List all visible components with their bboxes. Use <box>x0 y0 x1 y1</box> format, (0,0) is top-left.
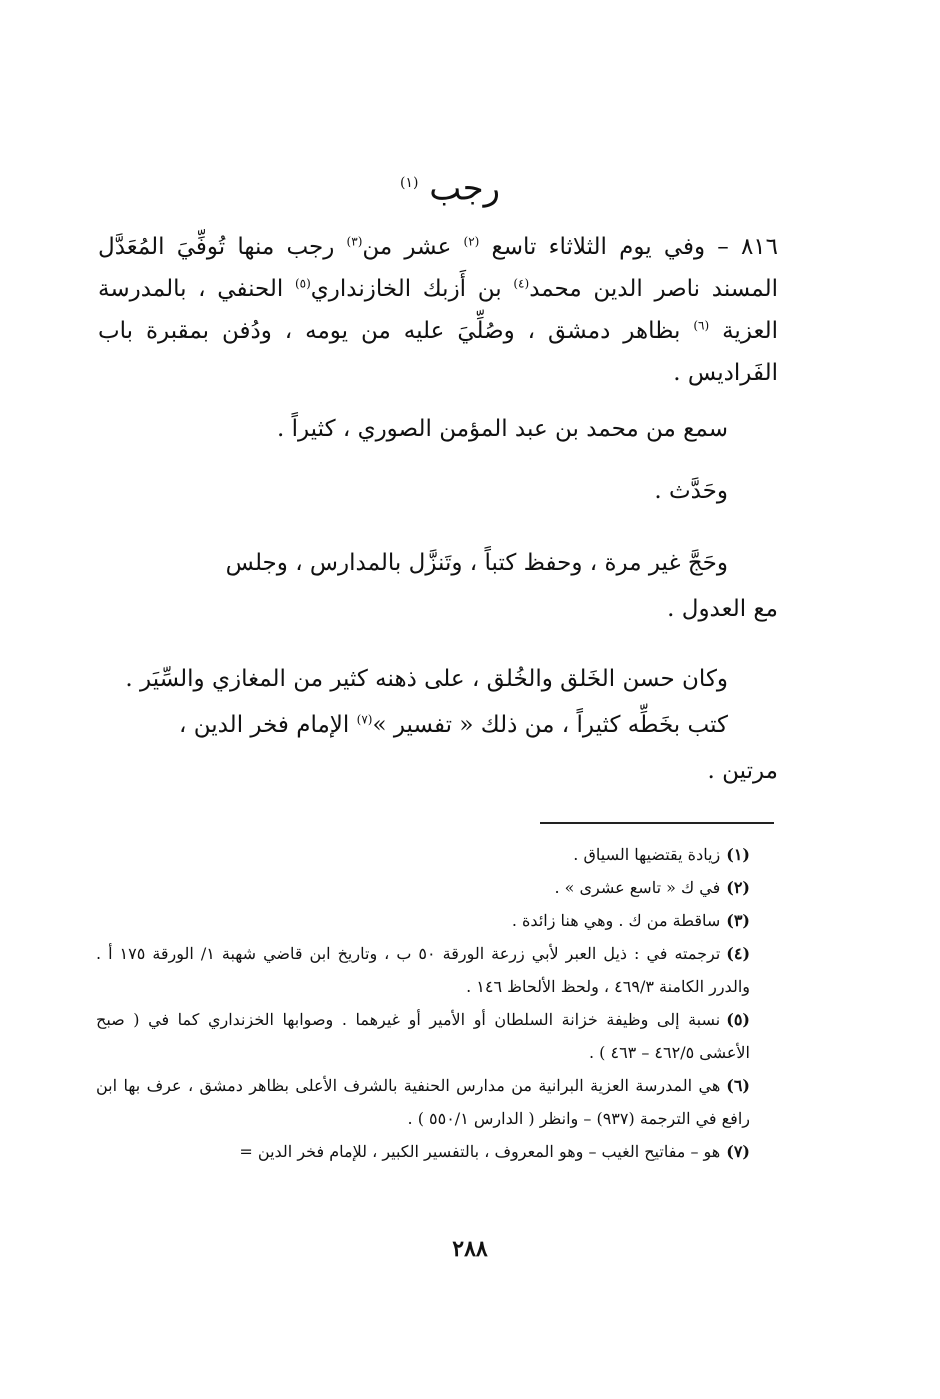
writing-text-a: كتب بخَطِّه كثيراً ، من ذلك « تفسير » <box>372 712 728 738</box>
footnote <box>96 871 784 904</box>
entry-text-e: الحنفي ، بالمدرسة العزية <box>98 276 779 344</box>
writing-paragraph-end: مرتين . <box>707 758 778 784</box>
entry-text-f: بظاهر دمشق ، وصُلِّيَ عليه من يومه ، ودُفن بمقبرة باب الفَراديس . <box>98 318 778 386</box>
section-title-text: رجب <box>429 168 501 209</box>
footnote-text: هي المدرسة العزية البرانية من مدارس الحنفية بالشرف الأعلى بظاهر دمشق ، عرف بها ابن رافع في الترجمة (٩٣٧) – وانظر ( الدارس ٥٥٠/١ ) . <box>96 1076 750 1128</box>
footnote <box>96 904 784 937</box>
footnote-number: (٤) <box>726 944 751 963</box>
footnote-number: (٢) <box>726 878 750 897</box>
page-number: ٢٨٨ <box>452 1236 488 1262</box>
character-paragraph: وكان حسن الخَلق والخُلق ، على ذهنه كثير من المغازي والسِّيَر . <box>125 666 728 692</box>
footnote-ref-7: (٧) <box>356 712 373 727</box>
footnote-number: (١) <box>726 845 750 864</box>
footnote-text: زيادة يقتضيها السياق . <box>573 845 721 864</box>
haddath-paragraph: وحَدَّث . <box>654 478 728 504</box>
entry-paragraph <box>98 226 778 394</box>
entry-text-a: ٨١٦ – وفي يوم الثلاثاء تاسع <box>491 234 779 260</box>
footnote-text: في ك « تاسع عشرى » . <box>554 878 721 897</box>
footnote-number: (٧) <box>726 1142 750 1161</box>
footnote-ref-3: (٣) <box>346 234 363 249</box>
footnote-number: (٦) <box>726 1076 750 1095</box>
sama-paragraph: سمع من محمد بن عبد المؤمن الصوري ، كثيراً . <box>276 416 728 442</box>
footnote <box>96 1135 784 1168</box>
section-title-note: (١) <box>399 175 419 191</box>
footnote <box>96 1003 784 1069</box>
footnote <box>96 1069 784 1135</box>
footnote-text: نسبة إلى وظيفة خزانة السلطان أو الأمير أو غيرهما . وصوابها الخزنداري كما في ( صبح الأعشى ٤٦٢/٥ – ٤٦٣ ) . <box>96 1010 750 1062</box>
writing-text-b: الإمام فخر الدين ، <box>178 712 350 738</box>
main-text <box>98 226 778 826</box>
hajj-paragraph-end: مع العدول . <box>667 596 778 622</box>
footnote <box>96 838 784 871</box>
footnote-ref-6: (٦) <box>693 318 710 333</box>
entry-text-d: بن أَزبك الخازنداري <box>310 276 502 302</box>
section-title <box>350 158 550 208</box>
footnote-separator <box>540 822 774 824</box>
footnote-ref-4: (٤) <box>513 276 530 291</box>
hajj-paragraph: وحَجَّ غير مرة ، وحفظ كتباً ، وتَنزَّل بالمدارس ، وجلس <box>225 550 728 576</box>
footnote-text: ترجمته في : ذيل العبر لأبي زرعة الورقة ٥٠ ب ، وتاريخ ابن قاضي شهبة ١/ الورقة ١٧٥ أ . والدرر الكامنة ٤٦٩/٣ ، ولحظ الألحاظ ١٤٦ . <box>96 944 750 996</box>
entry-text-b: عشر من <box>362 234 452 260</box>
footnote-text: ساقطة من ك . وهي هنا زائدة . <box>511 911 721 930</box>
footnote-ref-2: (٢) <box>463 234 480 249</box>
writing-paragraph <box>98 702 778 748</box>
footnote-ref-5: (٥) <box>294 276 311 291</box>
footnotes <box>96 838 784 1198</box>
footnote <box>96 937 784 1003</box>
footnote-number: (٣) <box>726 911 750 930</box>
footnote-number: (٥) <box>726 1010 750 1029</box>
entry-text-c: رجب منها تُوفِّيَ المُعَدَّل المسند ناصر الدين محمد <box>98 234 778 302</box>
footnote-text: هو – مفاتيح الغيب – وهو المعروف ، بالتفسير الكبير ، للإمام فخر الدين = <box>239 1142 721 1161</box>
